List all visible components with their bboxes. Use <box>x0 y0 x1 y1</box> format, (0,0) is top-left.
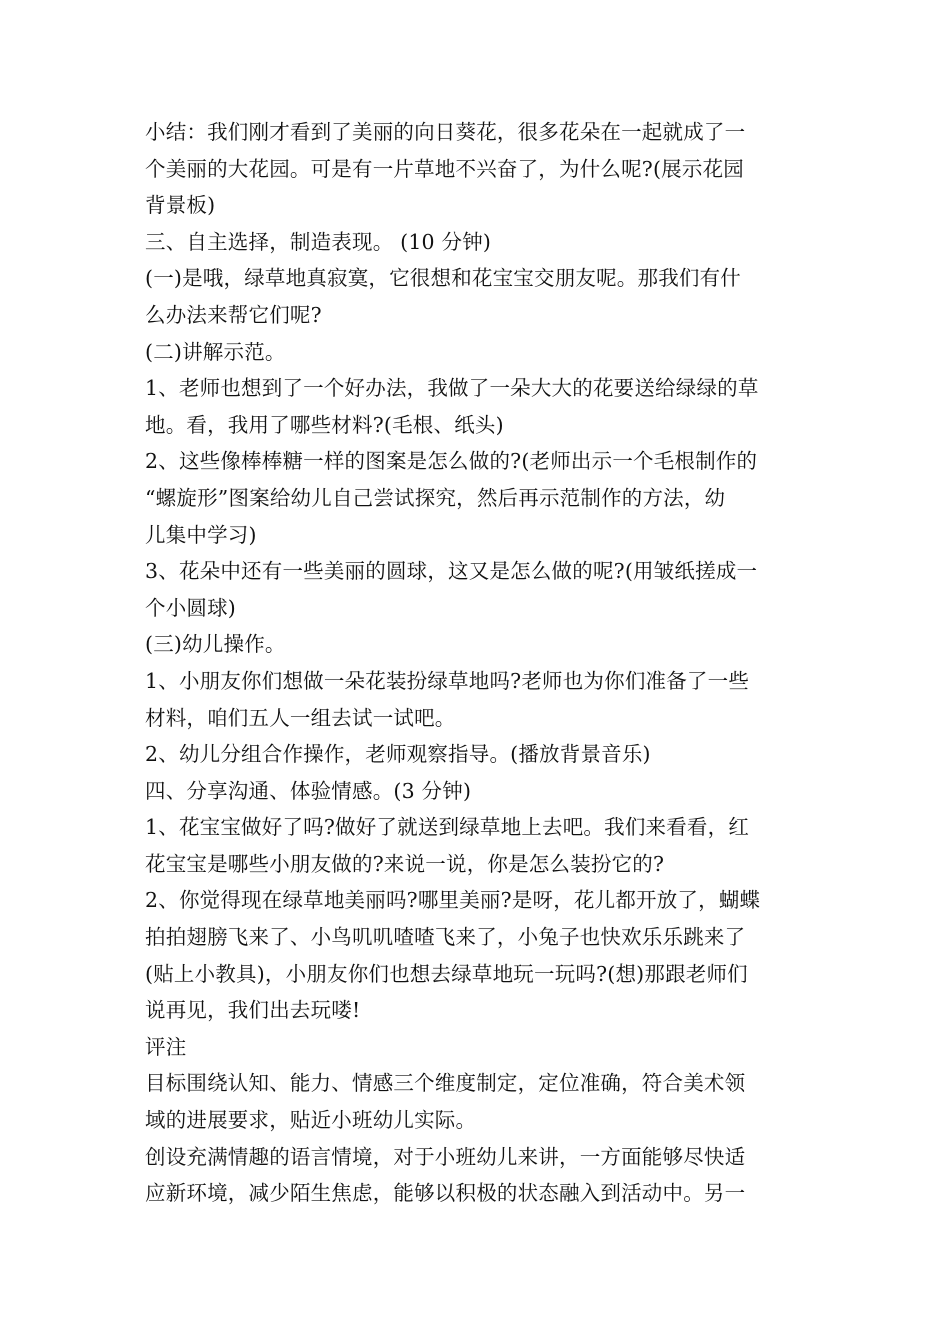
text-line: 儿集中学习) <box>145 522 257 547</box>
text-line: 材料，咱们五人一组去试一试吧。 <box>145 705 456 730</box>
text-line: 小结：我们刚才看到了美丽的向日葵花，很多花朵在一起就成了一 <box>145 120 746 144</box>
text-line: 个小圆球) <box>145 595 236 620</box>
text-line: (二)讲解示范。 <box>145 339 286 364</box>
text-line: 三、自主选择，制造表现。 (10 分钟) <box>145 229 492 254</box>
text-line: 应新环境，减少陌生焦虑，能够以积极的状态融入到活动中。另一 <box>145 1181 746 1206</box>
text-line: 说再见，我们出去玩喽! <box>145 998 361 1023</box>
text-line: 1、小朋友你们想做一朵花装扮绿草地吗?老师也为你们准备了一些 <box>145 668 750 693</box>
text-line: 1、老师也想到了一个好办法，我做了一朵大大的花要送给绿绿的草 <box>145 376 759 401</box>
text-line: 地。看，我用了哪些材料?(毛根、纸头) <box>145 412 504 437</box>
text-line: 拍拍翅膀飞来了、小鸟叽叽喳喳飞来了，小兔子也快欢乐乐跳来了 <box>145 925 746 950</box>
document-body <box>145 114 815 1212</box>
text-line: 3、花朵中还有一些美丽的圆球，这又是怎么做的呢?(用皱纸搓成一 <box>145 559 758 584</box>
text-line: “螺旋形”图案给幼儿自己尝试探究，然后再示范制作的方法，幼 <box>145 485 726 510</box>
text-line: 背景板) <box>145 193 216 218</box>
text-line: 评注 <box>145 1034 187 1059</box>
text-line: 域的进展要求，贴近小班幼儿实际。 <box>145 1108 477 1133</box>
text-line: (贴上小教具)，小朋友你们也想去绿草地玩一玩吗?(想)那跟老师们 <box>145 961 748 986</box>
text-line: (一)是哦，绿草地真寂寞，它很想和花宝宝交朋友呢。那我们有什 <box>145 266 741 291</box>
text-line: 个美丽的大花园。可是有一片草地不兴奋了，为什么呢?(展示花园 <box>145 156 744 181</box>
text-line: 2、这些像棒棒糖一样的图案是怎么做的?(老师出示一个毛根制作的 <box>145 449 758 474</box>
text-line: 花宝宝是哪些小朋友做的?来说一说，你是怎么装扮它的? <box>145 851 665 876</box>
text-line: 目标围绕认知、能力、情感三个维度制定，定位准确，符合美术领 <box>145 1071 746 1096</box>
text-line: 2、你觉得现在绿草地美丽吗?哪里美丽?是呀，花儿都开放了，蝴蝶 <box>145 888 761 913</box>
text-line: 创设充满情趣的语言情境，对于小班幼儿来讲，一方面能够尽快适 <box>145 1144 746 1169</box>
text-line: 四、分享沟通、体验情感。(3 分钟) <box>145 778 472 803</box>
text-line: 么办法来帮它们呢? <box>145 302 322 327</box>
text-line: (三)幼儿操作。 <box>145 632 286 657</box>
text-line: 2、幼儿分组合作操作，老师观察指导。(播放背景音乐) <box>145 742 651 767</box>
text-line: 1、花宝宝做好了吗?做好了就送到绿草地上去吧。我们来看看，红 <box>145 815 750 840</box>
